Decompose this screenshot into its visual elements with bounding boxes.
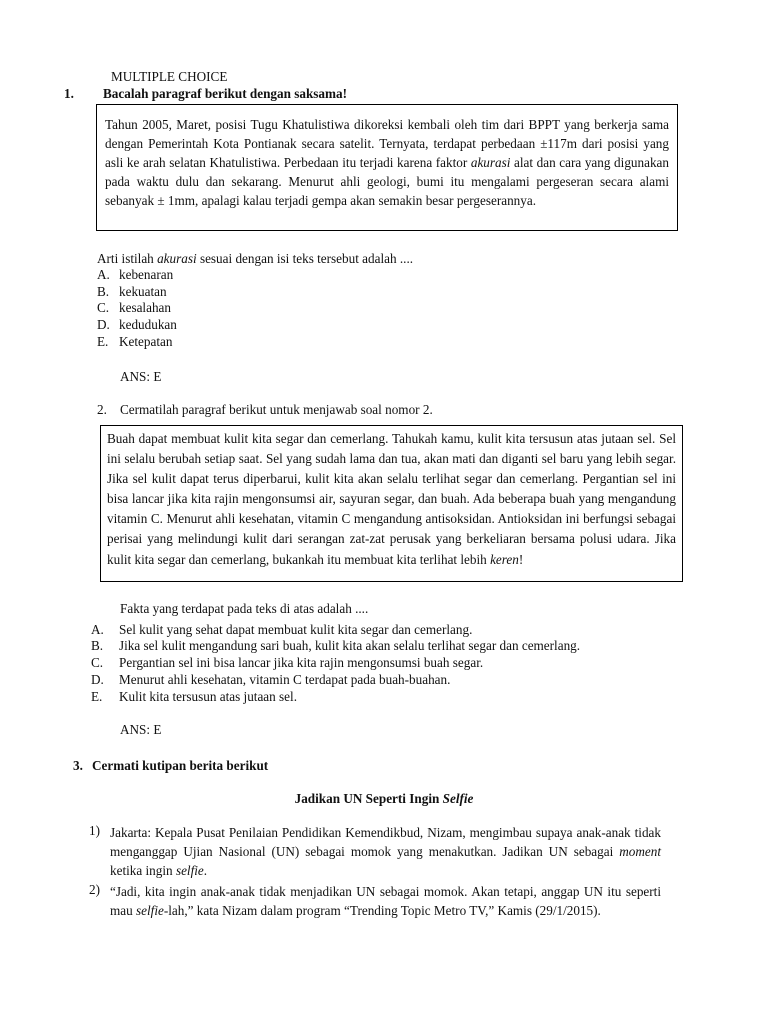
option-letter: C.	[91, 655, 104, 670]
option-text: Jika sel kulit mengandung sari buah, kulit kita akan selalu terlihat segar dan cemerlang.	[119, 638, 581, 653]
text-run: Jakarta: Kepala Pusat Penilaian Pendidikan Kemendikbud, Nizam, mengimbau supaya anak-anak tidak menganggap Ujian Nasional (UN) sebagai momok yang menakutkan. Jadikan UN sebagai	[110, 825, 661, 859]
option-text: Pergantian sel ini bisa lancar jika kita rajin mengonsumsi buah segar.	[119, 655, 484, 670]
text-run: ketika ingin	[110, 863, 176, 878]
news-item-1	[110, 823, 661, 880]
option-text: kedudukan	[119, 317, 177, 332]
option-text: Menurut ahli kesehatan, vitamin C terdapat pada buah-buahan.	[119, 672, 451, 687]
italic-term: selfie	[175, 863, 204, 878]
italic-term: akurasi	[157, 251, 197, 266]
text-run: sesuai dengan isi teks tersebut adalah ....	[196, 251, 414, 266]
q1-answer: ANS: E	[120, 369, 162, 384]
q2-passage	[107, 429, 676, 570]
text-run: “Jadi, kita ingin anak-anak tidak menjadikan UN sebagai momok. Akan tetapi, anggap UN itu seperti mau	[110, 884, 661, 918]
q2-passage-box	[100, 425, 683, 582]
q2-question: Fakta yang terdapat pada teks di atas adalah ....	[120, 601, 369, 616]
q3-number: 3.	[73, 758, 83, 773]
q1-option-a[interactable]	[97, 267, 173, 283]
news-item-number: 2)	[89, 882, 100, 897]
option-text: kebenaran	[119, 267, 174, 282]
q2-option-b[interactable]	[91, 638, 580, 654]
q2-instruction: Cermatilah paragraf berikut untuk menjawab soal nomor 2.	[120, 402, 433, 417]
q1-number: 1.	[64, 86, 74, 101]
q1-question	[97, 251, 413, 267]
text-run: -lah,” kata Nizam dalam program “Trending Topic Metro TV,” Kamis (29/1/2015).	[163, 903, 601, 918]
italic-term: selfie	[136, 903, 164, 918]
q1-passage	[105, 115, 669, 210]
text-run: .	[203, 863, 208, 878]
q1-option-d[interactable]	[97, 317, 177, 333]
text-run: !	[518, 551, 524, 567]
q2-option-e[interactable]	[91, 689, 297, 705]
italic-term: akurasi	[470, 155, 511, 170]
q3-instruction: Cermati kutipan berita berikut	[92, 758, 269, 773]
q2-option-d[interactable]	[91, 672, 450, 688]
q2-option-c[interactable]	[91, 655, 483, 671]
option-text: kekuatan	[119, 284, 167, 299]
option-letter: A.	[97, 267, 110, 282]
option-text: Kulit kita tersusun atas jutaan sel.	[119, 689, 297, 704]
news-item-number: 1)	[89, 823, 100, 838]
option-text: kesalahan	[119, 300, 171, 315]
option-letter: D.	[97, 317, 110, 332]
q1-instruction: Bacalah paragraf berikut dengan saksama!	[103, 86, 347, 101]
italic-term: moment	[619, 844, 661, 859]
text-run: Tahun 2005, Maret, posisi Tugu Khatulistiwa dikoreksi kembali oleh tim dari BPPT yang berkerja sama dengan Pemerintah Kota Pontianak secara satelit. Ternyata, terdapat perbedaan ±117m dari posisi yang asli ke arah selatan Khatulistiwa. Perbedaan itu terjadi karena faktor	[105, 117, 669, 170]
q2-answer: ANS: E	[120, 722, 162, 737]
option-text: Sel kulit yang sehat dapat membuat kulit kita segar dan cemerlang.	[119, 622, 473, 637]
option-letter: A.	[91, 622, 104, 637]
q1-option-b[interactable]	[97, 284, 167, 300]
text-run: Jadikan UN Seperti Ingin	[294, 791, 443, 806]
q1-passage-box	[96, 104, 678, 231]
q1-option-c[interactable]	[97, 300, 171, 316]
option-text: Ketepatan	[119, 334, 173, 349]
option-letter: E.	[91, 689, 103, 704]
q1-option-e[interactable]	[97, 334, 172, 350]
text-run: Arti istilah	[97, 251, 158, 266]
text-run: alat dan cara yang digunakan pada waktu dulu dan sekarang. Menurut ahli geologi, bumi itu mengalami pergeseran secara alami sebanyak ± 1mm, apalagi kalau terjadi gempa akan semakin besar pergeserannya.	[105, 155, 669, 208]
option-letter: B.	[91, 638, 104, 653]
text-run: Buah dapat membuat kulit kita segar dan cemerlang. Tahukah kamu, kulit kita tersusun atas jutaan sel. Sel ini selalu berubah setiap saat. Sel yang sudah lama dan tua, akan mati dan diganti sel baru yang lebih segar. Jika sel kulit dapat terus diperbarui, kulit kita akan selalu terlihat segar dan cemerlang. Pergantian sel ini bisa lancar jika kita rajin mengonsumsi air, sayuran segar, dan buah. Ada beberapa buah yang mengandung vitamin C. Menurut ahli kesehatan, vitamin C mengandung antisoksidan. Antioksidan ini berfungsi sebagai perisai yang melindungi kulit dari serangan zat-zat perusak yang berkeliaran bersama polusi udara. Jika kulit kita segar dan cemerlang, bukankah itu membuat kita terlihat lebih	[107, 431, 676, 567]
news-title	[0, 791, 768, 807]
q2-option-a[interactable]	[91, 622, 472, 638]
news-item-2	[110, 882, 661, 920]
option-letter: D.	[91, 672, 104, 687]
option-letter: E.	[97, 334, 109, 349]
option-letter: B.	[97, 284, 110, 299]
section-heading: MULTIPLE CHOICE	[111, 69, 228, 84]
italic-term: Selfie	[442, 791, 474, 806]
italic-term: keren	[490, 551, 519, 567]
option-letter: C.	[97, 300, 110, 315]
q2-number: 2.	[97, 402, 107, 417]
